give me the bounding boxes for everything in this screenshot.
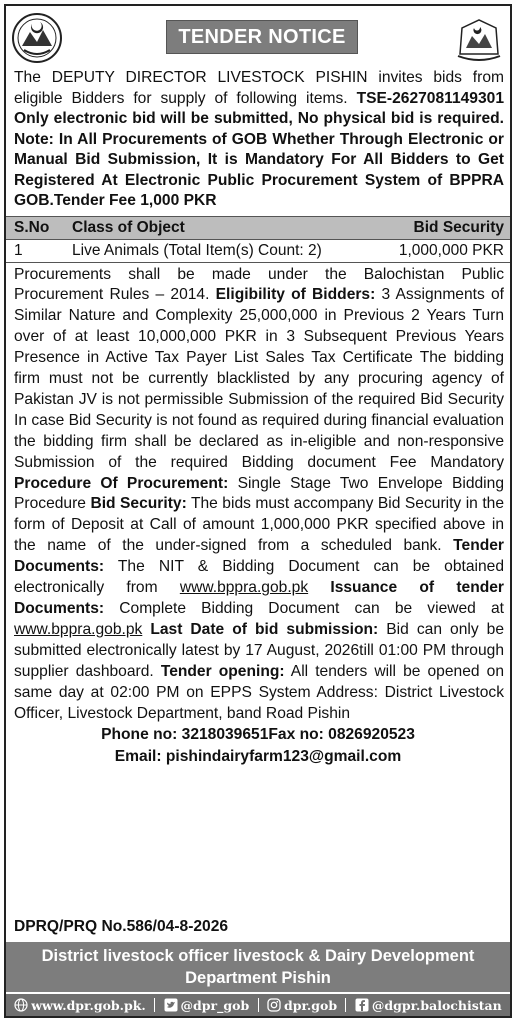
col-bid-security-header: Bid Security xyxy=(413,218,504,236)
body-text-1: Procurements shall be made under the Balochistan Public Procurement Rules – 2014. xyxy=(14,265,504,304)
phone-fax: Phone no: 3218039651Fax no: 0826920523 xyxy=(101,726,415,744)
body-text-2: 3 Assignments of Similar Nature and Complexity 25,000,000 in Previous 2 Years Turn over of at least 10,000,000 PKR in 3 Subsequent Previous Years Presence in Active Tax Payer List Sales Tax Certificate The bidding firm must not be currently blacklisted by any procuring agency of Pakistan JV is not permissible Submission of the required Bid Security In case Bid Security is not found as required during financial evaluation the bidding firm shall be declared as in-eligible and non-responsive Submission of the required Bidding document Fee Mandatory xyxy=(14,286,504,471)
notice-title: TENDER NOTICE xyxy=(166,20,358,54)
tse-number: TSE-2627081149301 xyxy=(356,89,504,107)
cell-class: Live Animals (Total Item(s) Count: 2) xyxy=(72,241,322,259)
issuance-heading: Issuance of tender Documents: xyxy=(14,579,504,617)
globe-icon xyxy=(14,998,28,1012)
items-table xyxy=(6,216,510,263)
body-text-5: The NIT & Bidding Document can be obtained electronically from xyxy=(14,558,504,597)
intro-text: The DEPUTY DIRECTOR LIVESTOCK PISHIN invites bids from eligible Bidders for supply of following items. xyxy=(14,69,504,107)
table-row xyxy=(6,240,510,263)
intro-paragraph xyxy=(6,68,510,212)
tender-opening-heading: Tender opening: xyxy=(160,662,285,680)
divider xyxy=(345,998,346,1012)
body-text-4: The bids must accompany Bid Security in the form of Deposit at Call of amount 1,000,000 PKR specified above in the name of the under-signed from a scheduled bank. xyxy=(14,495,504,555)
body-text-7: Bid can only be submitted electronically latest by 17 August, 2026till 01:00 PM through supplier dashboard. xyxy=(14,620,504,680)
table-header-row xyxy=(6,216,510,240)
conditions-paragraph xyxy=(6,263,510,725)
intro-note: Only electronic bid will be submitted, No physical bid is required. Note: In All Procurements of GOB Whether Through Electronic or Manual Bid Submission, It is Mandatory For All Bidders to Get Registered At Electronic Public Procurement System of BPPRA GOB.Tender Fee 1,000 PKR xyxy=(14,110,504,209)
social-facebook[interactable] xyxy=(355,998,502,1013)
tender-documents-heading: Tender Documents: xyxy=(14,537,504,576)
col-class-header: Class of Object xyxy=(72,218,185,236)
body-text-6: Complete Bidding Document can be viewed at xyxy=(104,600,504,617)
col-sno-header: S.No xyxy=(14,218,50,236)
government-seal-icon xyxy=(452,10,506,64)
cell-bid-security: 1,000,000 PKR xyxy=(398,241,504,259)
social-bar xyxy=(6,994,510,1016)
bid-security-heading: Bid Security: xyxy=(90,495,187,513)
last-date-heading: Last Date of bid submission: xyxy=(142,620,379,638)
reference-number: DPRQ/PRQ No.586/04-8-2026 xyxy=(14,918,229,935)
header xyxy=(6,6,510,68)
footer-line-1: District livestock officer livestock & Dairy Development xyxy=(41,947,475,965)
bppra-link-2[interactable]: www.bppra.gob.pk xyxy=(14,620,143,638)
instagram-text: dpr.gob xyxy=(283,997,338,1013)
body-text-3: Single Stage Two Envelope Bidding Procedure xyxy=(14,474,504,513)
email: Email: pishindairyfarm123@gmail.com xyxy=(114,748,402,766)
facebook-text: @dgpr.balochistan xyxy=(371,997,502,1013)
social-instagram[interactable] xyxy=(267,998,337,1013)
divider xyxy=(258,998,259,1012)
bppra-link[interactable]: www.bppra.gob.pk xyxy=(179,579,309,597)
body-text-8: All tenders will be opened on same day at 02:00 PM on EPPS System Address: District Livestock Officer, Livestock Department, band Road Pishin xyxy=(14,662,504,722)
social-twitter[interactable] xyxy=(164,998,250,1013)
balochistan-emblem-icon xyxy=(10,10,64,64)
instagram-icon xyxy=(267,998,281,1012)
tender-notice-page xyxy=(4,4,512,1018)
social-website[interactable] xyxy=(14,998,146,1013)
cell-sno: 1 xyxy=(14,241,23,259)
twitter-text: @dpr_gob xyxy=(180,997,250,1013)
twitter-icon xyxy=(164,998,178,1012)
website-text: www.dpr.gob.pk. xyxy=(31,997,146,1013)
procedure-heading: Procedure Of Procurement: xyxy=(14,474,229,492)
contact-block xyxy=(6,724,510,768)
facebook-icon xyxy=(355,998,369,1012)
footer-line-2: Department Pishin xyxy=(185,969,331,987)
footer-banner xyxy=(6,942,510,992)
divider xyxy=(154,998,155,1012)
eligibility-heading: Eligibility of Bidders: xyxy=(215,286,376,304)
